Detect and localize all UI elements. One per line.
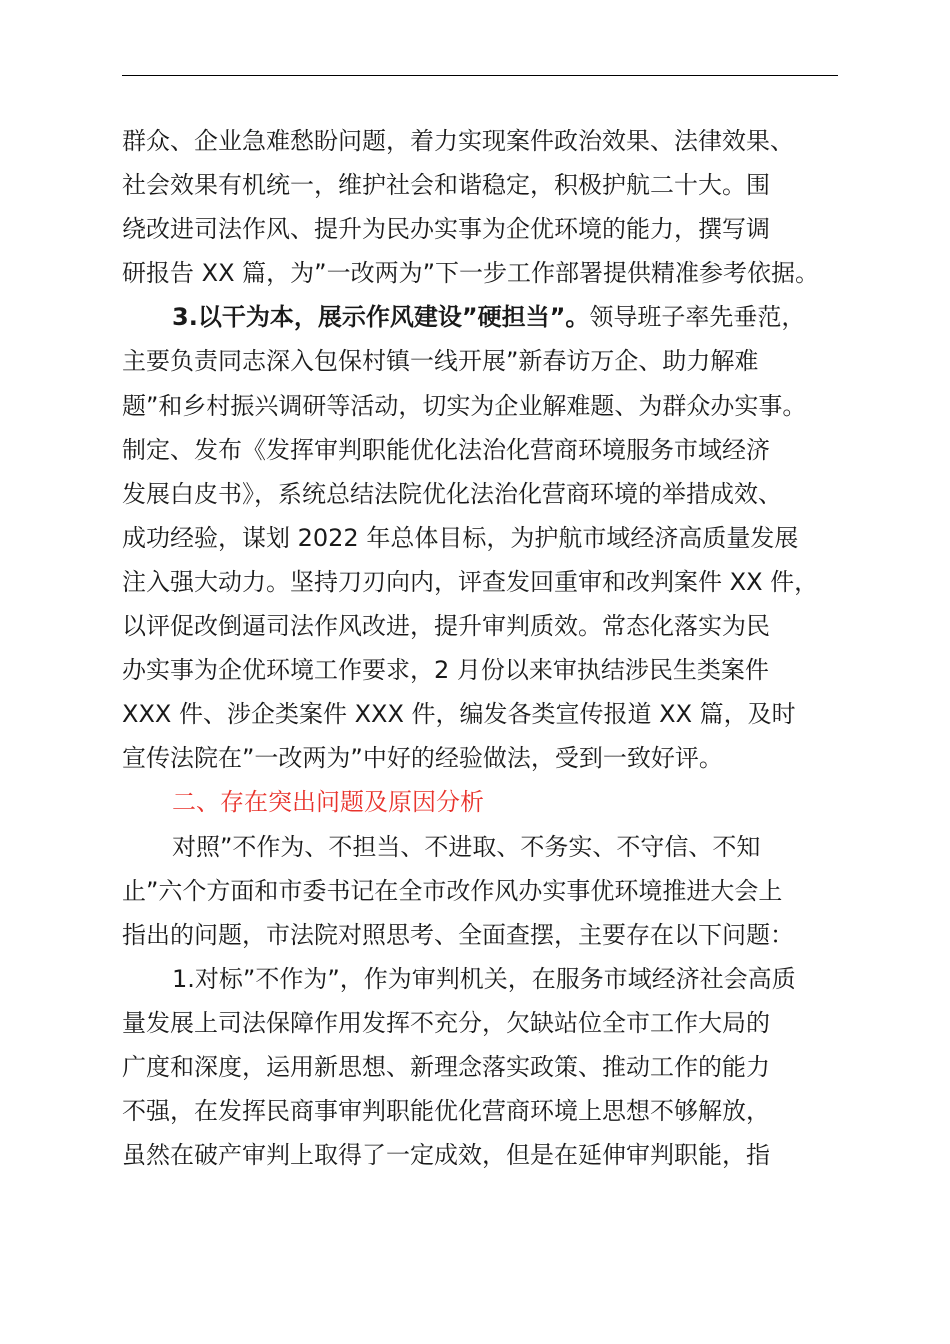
document-body: [122, 119, 842, 1177]
text-line: 办实事为企优环境工作要求，2 月份以来审执结涉民生类案件: [122, 656, 769, 685]
text-line: 绕改进司法作风、提升为民办实事为企优环境的能力，撰写调: [122, 215, 770, 244]
text-line: 成功经验，谋划 2022 年总体目标，为护航市域经济高质量发展: [122, 523, 799, 552]
text-line: 虽然在破产审判上取得了一定成效，但是在延伸审判职能，指: [122, 1141, 770, 1170]
text-line: 主要负责同志深入包保村镇一线开展”新春访万企、助力解难: [122, 347, 759, 376]
text-line: 不强，在发挥民商事审判职能优化营商环境上思想不够解放，: [122, 1097, 770, 1126]
text-line: 对照”不作为、不担当、不进取、不务实、不守信、不知: [172, 832, 761, 861]
paragraph-3-first-line: [122, 295, 842, 339]
text-line: 1.对标”不作为”，作为审判机关，在服务市域经济社会高质: [172, 964, 796, 993]
text-line: 发展白皮书》，系统总结法院优化法治化营商环境的举措成效、: [122, 479, 782, 508]
text-line: 注入强大动力。坚持刀刃向内，评查发回重审和改判案件 XX 件，: [122, 567, 819, 596]
text-line: 研报告 XX 篇，为”一改两为”下一步工作部署提供精准参考依据。: [122, 259, 820, 288]
text-line: 止”六个方面和市委书记在全市改作风办实事优环境推进大会上: [122, 876, 783, 905]
text-line: 以评促改倒逼司法作风改进，提升审判质效。常态化落实为民: [122, 612, 770, 641]
text-line: 指出的问题，市法院对照思考、全面查摆，主要存在以下问题：: [122, 920, 794, 949]
paragraph-3-lead: 3.以干为本，展示作风建设”硬担当”。: [172, 303, 590, 332]
paragraph-3-first-rest: 领导班子率先垂范，: [589, 303, 806, 332]
header-rule: [122, 75, 838, 76]
text-line: 宣传法院在”一改两为”中好的经验做法，受到一致好评。: [122, 744, 723, 773]
text-line: 量发展上司法保障作用发挥不充分，欠缺站位全市工作大局的: [122, 1008, 770, 1037]
text-line: XXX 件、涉企类案件 XXX 件，编发各类宣传报道 XX 篇，及时: [122, 700, 796, 729]
text-line: 群众、企业急难愁盼问题，着力实现案件政治效果、法律效果、: [122, 127, 794, 155]
section-heading: 二、存在突出问题及原因分析: [172, 788, 484, 817]
text-line: 题”和乡村振兴调研等活动，切实为企业解难题、为群众办实事。: [122, 391, 807, 420]
text-line: 制定、发布《发挥审判职能优化法治化营商环境服务市域经济: [122, 435, 770, 464]
text-line: 社会效果有机统一，维护社会和谐稳定，积极护航二十大。围: [122, 171, 770, 200]
text-line: 广度和深度，运用新思想、新理念落实政策、推动工作的能力: [122, 1052, 770, 1081]
